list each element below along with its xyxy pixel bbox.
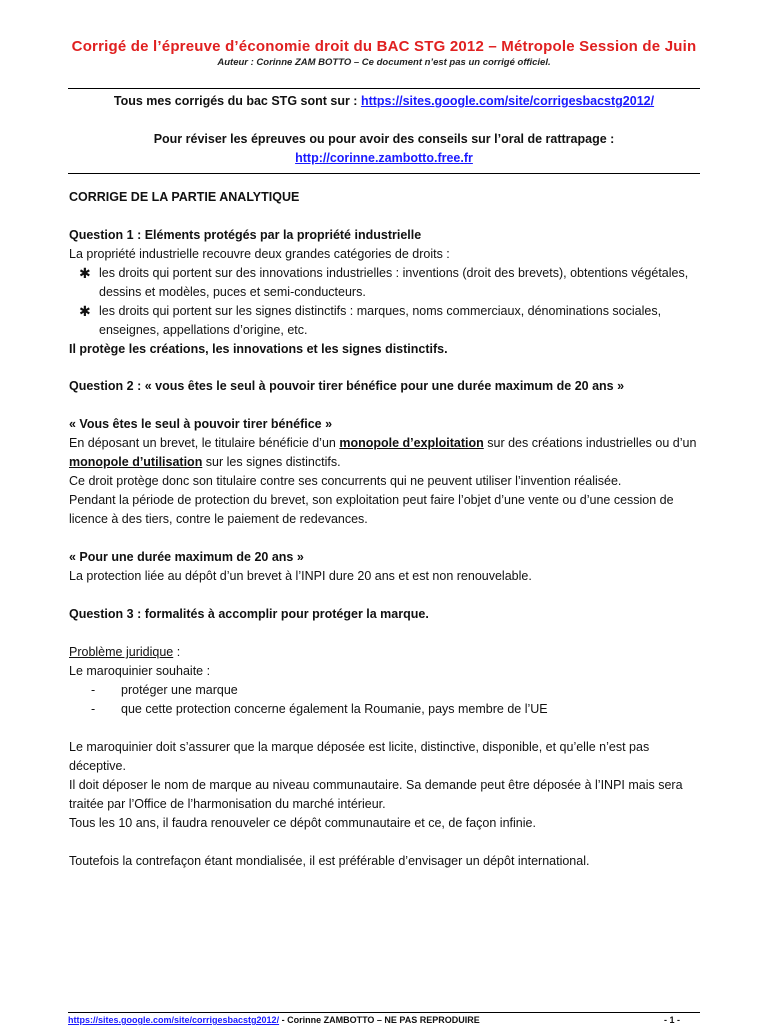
question-2-paragraph-3: Pendant la période de protection du brevet, son exploitation peut faire l’objet d’une vente ou d’une cession de licence à des tiers, contre le paiement de redevances.: [69, 493, 674, 526]
corriges-site-link[interactable]: https://sites.google.com/site/corrigesbacstg2012/: [360, 94, 655, 108]
question-3-heading: Question 3 : formalités à accomplir pour protéger la marque.: [69, 607, 429, 621]
intro-bottom-rule: [68, 173, 700, 174]
question-3-paragraph-4: Toutefois la contrefaçon étant mondialisée, il est préférable d’envisager un dépôt international.: [69, 854, 590, 868]
question-3: [69, 605, 709, 871]
text-run: sur les signes distinctifs.: [202, 455, 341, 469]
question-1-heading: Question 1 : Eléments protégés par la propriété industrielle: [69, 228, 422, 242]
text-run: sur des créations industrielles ou d’un: [483, 436, 697, 450]
footer-text: - Corinne ZAMBOTTO – NE PAS REPRODUIRE: [279, 1015, 480, 1025]
problem-juridique-line: [69, 643, 709, 662]
document-title: Corrigé de l’épreuve d’économie droit du BAC STG 2012 – Métropole Session de Juin: [71, 38, 697, 55]
question-1-conclusion: Il protège les créations, les innovations et les signes distinctifs.: [69, 342, 448, 356]
question-2-paragraph-4: La protection liée au dépôt d’un brevet à l’INPI dure 20 ans et est non renouvelable.: [69, 569, 532, 583]
problem-colon: :: [173, 645, 181, 659]
intro-line-1-text: Tous mes corrigés du bac STG sont sur :: [113, 94, 361, 108]
top-rule: [68, 88, 700, 89]
question-1-bullet-list: [69, 264, 709, 340]
question-2-paragraph-1: [69, 434, 709, 472]
list-item: [69, 681, 709, 700]
text-run: En déposant un brevet, le titulaire bénéficie d’un: [69, 436, 340, 450]
question-3-paragraph-1: Le maroquinier doit s’assurer que la marque déposée est licite, distinctive, disponible, et qu’elle n’est pas déceptive.: [69, 740, 650, 773]
intro-line-3: [0, 151, 768, 165]
question-1-intro: La propriété industrielle recouvre deux grandes catégories de droits :: [69, 247, 450, 261]
problem-label: Problème juridique: [69, 645, 174, 659]
asterisk-bullet-icon: ✱: [79, 303, 91, 319]
footer-rule: [68, 1012, 700, 1013]
section-heading: CORRIGE DE LA PARTIE ANALYTIQUE: [69, 190, 300, 204]
monopole-exploitation-term: monopole d’exploitation: [339, 436, 484, 450]
dash-bullet: -: [91, 702, 96, 716]
dash-bullet: -: [91, 683, 96, 697]
monopole-utilisation-term: monopole d’utilisation: [69, 455, 203, 469]
question-2-heading: Question 2 : « vous êtes le seul à pouvoir tirer bénéfice pour une durée maximum de 20 ans »: [69, 379, 625, 393]
question-2-paragraph-2: Ce droit protège donc son titulaire contre ses concurrents qui ne peuvent utiliser l’invention réalisée.: [69, 474, 622, 488]
question-3-dash-list: [69, 681, 709, 719]
dash-item-text: protéger une marque: [121, 683, 238, 697]
question-3-paragraph-3: Tous les 10 ans, il faudra renouveler ce dépôt communautaire et ce, de façon infinie.: [69, 816, 536, 830]
list-item: [69, 700, 709, 719]
page-number: - 1 -: [663, 1015, 680, 1025]
footer-link[interactable]: https://sites.google.com/site/corrigesbacstg2012/: [68, 1015, 280, 1025]
intro-line-1: [0, 94, 768, 108]
list-item: [81, 302, 709, 340]
bullet-text: les droits qui portent sur les signes distinctifs : marques, noms commerciaux, dénominations sociales, enseignes, appellations d’origine, etc.: [99, 304, 662, 337]
question-3-paragraph-2: Il doit déposer le nom de marque au niveau communautaire. Sa demande peut être déposée à l’INPI mais sera traitée par l’Office de l’harmonisation du marché intérieur.: [69, 778, 683, 811]
intro-line-2: Pour réviser les épreuves ou pour avoir des conseils sur l’oral de rattrapage :: [153, 132, 615, 146]
question-2: [69, 377, 709, 586]
bullet-text: les droits qui portent sur des innovations industrielles : inventions (droit des brevets), obtentions végétales, dessins et modèles, puces et semi-conducteurs.: [99, 266, 689, 299]
question-2-subheading-2: « Pour une durée maximum de 20 ans »: [69, 550, 304, 564]
asterisk-bullet-icon: ✱: [79, 265, 91, 281]
list-item: [81, 264, 709, 302]
question-3-wish: Le maroquinier souhaite :: [69, 664, 211, 678]
dash-item-text: que cette protection concerne également la Roumanie, pays membre de l’UE: [121, 702, 548, 716]
revision-site-link[interactable]: http://corinne.zambotto.free.fr: [295, 151, 473, 165]
question-2-subheading-1: « Vous êtes le seul à pouvoir tirer bénéfice »: [69, 417, 333, 431]
document-subtitle: Auteur : Corinne ZAM BOTTO – Ce document n’est pas un corrigé officiel.: [217, 57, 551, 68]
question-1: [69, 226, 709, 359]
